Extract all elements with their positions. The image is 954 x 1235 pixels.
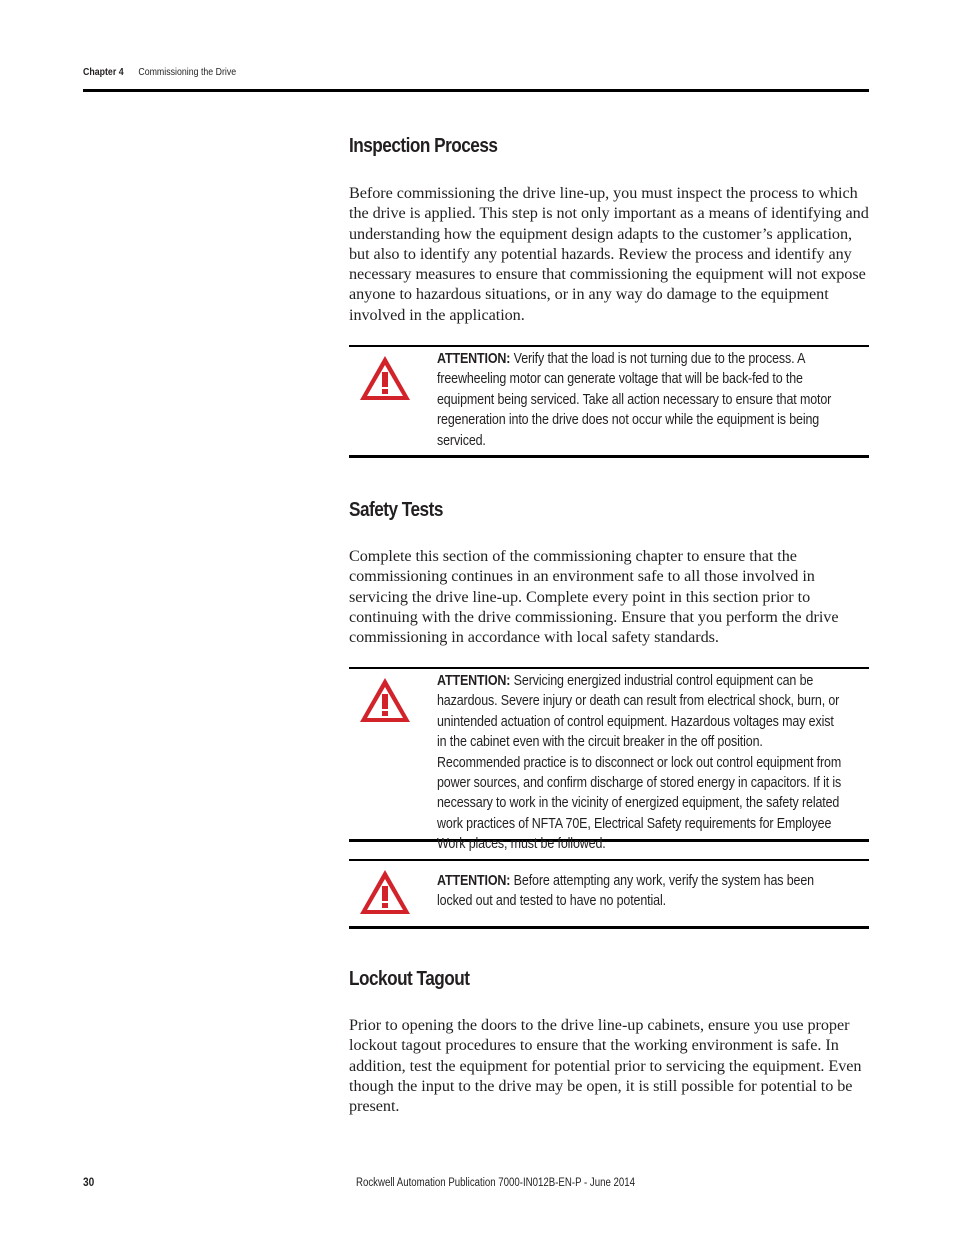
attention-box-energized-equipment [349, 667, 869, 853]
section-heading-safety-tests: Safety Tests [349, 499, 443, 521]
warning-triangle-icon [357, 675, 413, 725]
header-rule [83, 89, 869, 92]
attention-text-lockout-verify [437, 871, 843, 912]
warning-triangle-icon [357, 353, 413, 403]
attention-message: Before attempting any work, verify the system has been locked out and tested to have no potential. [437, 873, 815, 910]
section-body-lockout-tagout: Prior to opening the doors to the drive line-up cabinets, ensure you use proper lockout tagout procedures to ensure that the working environment is safe. In addition, test the equipment for potential prior to servicing the equipment. Even though the input to the drive may be open, it is still possible for potential to be present. [349, 1016, 862, 1116]
warning-triangle-icon [357, 867, 413, 917]
chapter-label: Chapter 4 [83, 67, 124, 78]
section-body-inspection-process: Before commissioning the drive line-up, you must inspect the process to which the drive is applied. This step is not only important as a means of identifying and understanding how the equipment design adapts to the customer’s application, but also to identify any potential hazards. Review the process and identify any necessary measures to ensure that commissioning the equipment will not expose anyone to hazardous situations, or in any way do damage to the equipment involved in the application. [349, 184, 869, 324]
attention-message: Servicing energized industrial control equipment can be hazardous. Severe injury or death can result from electrical shock, burn, or unintended actuation of control equipment. Hazardous voltages may exist in the cabinet even with the circuit breaker in the off position. Recommended practice is to disconnect or lock out control equipment from power sources, and confirm discharge of stored energy in capacitors. If it is necessary to work in the vicinity of energized equipment, the safety related work practices of NFTA 70E, Electrical Safety requirements for Employee Work places, must be followed. [437, 673, 842, 853]
attention-text-load [437, 349, 843, 451]
publication-info: Rockwell Automation Publication 7000-IN012B-EN-P - June 2014 [356, 1177, 636, 1189]
attention-text-energized-equipment [437, 671, 843, 855]
running-header [83, 67, 236, 78]
chapter-title: Commissioning the Drive [138, 67, 237, 78]
attention-label: ATTENTION: [437, 351, 511, 367]
attention-label: ATTENTION: [437, 673, 511, 689]
section-heading-lockout-tagout: Lockout Tagout [349, 968, 470, 990]
attention-message: Verify that the load is not turning due to the process. A freewheeling motor can generate voltage that will be back-fed to the equipment being serviced. Take all action necessary to ensure that motor regeneration into the drive does not occur while the equipment is being serviced. [437, 351, 832, 449]
attention-label: ATTENTION: [437, 873, 511, 889]
section-heading-inspection-process: Inspection Process [349, 135, 498, 157]
page-number: 30 [83, 1177, 95, 1189]
attention-box-lockout-verify [349, 859, 869, 929]
attention-box-load [349, 345, 869, 458]
section-body-safety-tests: Complete this section of the commissioning chapter to ensure that the commissioning continues in an environment safe to all those involved in servicing the drive line-up. Complete every point in this section prior to continuing with the drive commissioning. Ensure that you perform the drive commissioning in accordance with local safety standards. [349, 547, 839, 647]
